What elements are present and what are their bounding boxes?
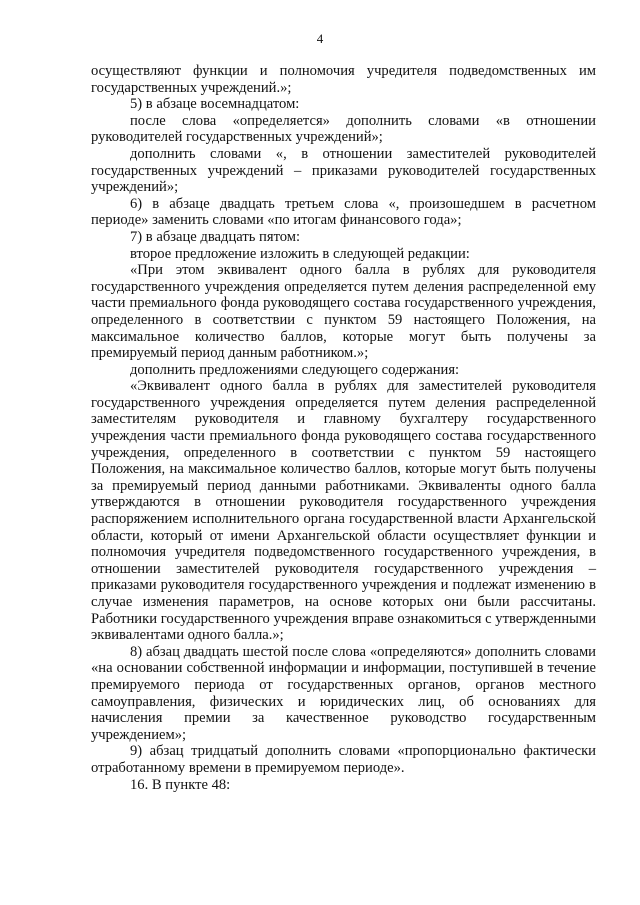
paragraph: осуществляют функции и полномочия учредителя подведомственных им государственных учреждений.»;: [91, 63, 596, 96]
list-item-9: 9) абзац тридцатый дополнить словами «пропорционально фактически отработанному времени в премируемом периоде».: [91, 743, 596, 776]
paragraph: дополнить словами «, в отношении заместителей руководителей государственных учреждений – приказами руководителей государственных учреждений»;: [91, 145, 596, 196]
page-number: 4: [316, 31, 324, 46]
section-item-16: 16. В пункте 48:: [130, 776, 231, 793]
paragraph: дополнить предложениями следующего содержания:: [130, 361, 460, 378]
document-body: [91, 63, 596, 793]
paragraph: после слова «определяется» дополнить словами «в отношении руководителей государственных учреждений»;: [91, 112, 596, 146]
quoted-paragraph: «Эквивалент одного балла в рублях для заместителей руководителя государственного учреждения определяется путем деления распределенной заместителям руководителя и главному бухгалтеру государственного учреждения части премиального фонда руководящего состава государственного учреждения, определенного в соответствии с пунктом 59 настоящего Положения, на максимальное количество баллов, которые могут быть получены за премируемый период данными работниками. Эквиваленты одного балла утверждаются в отношении руководителя государственного учреждения распоряжением исполнительного органа государственной власти Архангельской области, который от имени Архангельской области осуществляет функции и полномочия учредителя подведомственного государственного учреждения, в отношении заместителей руководителя государственного учреждения – приказами руководителя государственного учреждения и подлежат изменению в случае изменения параметров, на основе которых они были рассчитаны. Работники государственного учреждения вправе ознакомиться с утвержденными эквивалентами одного балла.»;: [91, 378, 596, 644]
quoted-paragraph: «При этом эквивалент одного балла в рублях для руководителя государственного учреждения определяется путем деления распределенной ему части премиального фонда руководящего состава государственного учреждения, определенного в соответствии с пунктом 59 настоящего Положения, на максимальное количество баллов, которые могут быть получены за премируемый период данным работником.»;: [91, 262, 596, 362]
list-item-7: 7) в абзаце двадцать пятом:: [130, 228, 301, 245]
list-item-6: 6) в абзаце двадцать третьем слова «, произошедшем в расчетном периоде» заменить словами «по итогам финансового года»;: [91, 195, 596, 229]
list-item-5: 5) в абзаце восемнадцатом:: [130, 96, 300, 113]
list-item-8: 8) абзац двадцать шестой после слова «определяются» дополнить словами «на основании собственной информации и информации, поступившей в течение премируемого периода от государственных органов, органов местного самоуправления, физических и юридических лиц, об основаниях для начисления премии за качественное руководство государственным учреждением»;: [91, 643, 596, 743]
paragraph: второе предложение изложить в следующей редакции:: [130, 245, 470, 262]
